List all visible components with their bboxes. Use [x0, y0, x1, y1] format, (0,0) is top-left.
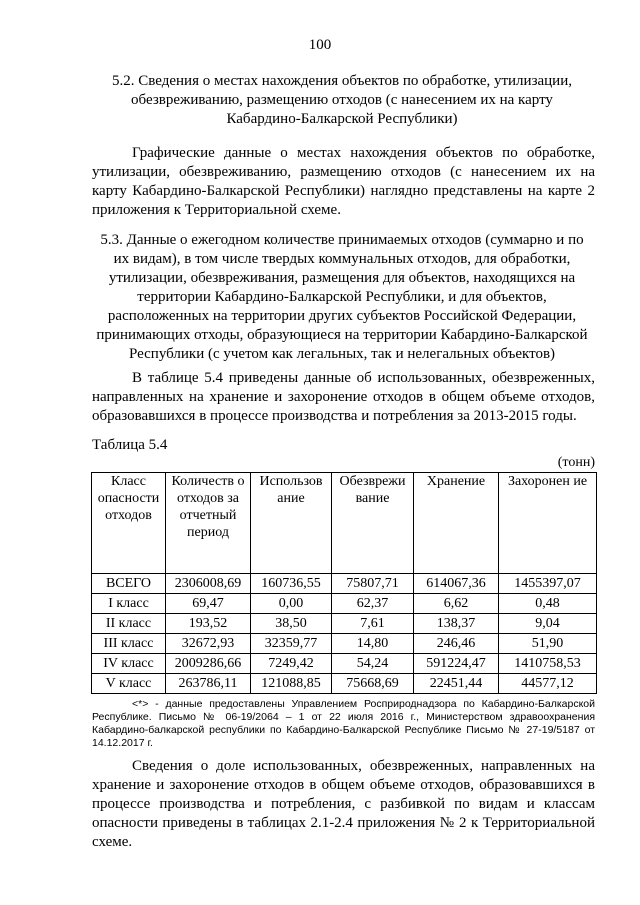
heading-line: 5.2. Сведения о местах нахождения объектов по обработке, утилизации,	[112, 73, 572, 89]
table-cell: 44577,12	[499, 674, 597, 694]
table-cell: 7249,42	[251, 654, 332, 674]
table-cell: 32359,77	[251, 634, 332, 654]
table-cell: 75668,69	[332, 674, 414, 694]
closing-paragraph: Сведения о доле использованных, обезвреженных, направленных на хранение и захоронение отходов в общем объеме отходов, образовавшихся в процессе производства и потребления, с разбивкой по видам и классам опасности приведены в таблицах 2.1-2.4 приложения № 2 к Территориальной схеме.	[92, 758, 595, 850]
heading-line: принимающих отходы, образующиеся на территории Кабардино-Балкарской	[96, 327, 588, 343]
table-cell: 38,50	[251, 614, 332, 634]
table-header-row	[92, 473, 597, 574]
table-cell: 22451,44	[414, 674, 499, 694]
table-cell: 1455397,07	[499, 574, 597, 594]
table-row	[92, 574, 597, 594]
table-cell: 0,00	[251, 594, 332, 614]
table-cell: 160736,55	[251, 574, 332, 594]
table-cell: 9,04	[499, 614, 597, 634]
heading-line: 5.3. Данные о ежегодном количестве принимаемых отходов (суммарно и по	[100, 232, 584, 248]
table-cell: 2009286,66	[166, 654, 251, 674]
col-usage: Использов ание	[251, 473, 332, 574]
waste-table	[91, 472, 597, 694]
table-cell: V класс	[92, 674, 166, 694]
table-footnote: <*> - данные предоставлены Управлением Росприроднадзора по Кабардино-Балкарской Республике. Письмо № 06-19/2064 – 1 от 22 июля 2016 г., Министерством здравоохранения Кабардино-балкарской республики по Кабардино-Балкарской Республике Письмо № 27-19/5187 от 14.12.2017 г.	[92, 698, 595, 749]
table-row	[92, 674, 597, 694]
table-cell: 6,62	[414, 594, 499, 614]
section-5-2-paragraph: Графические данные о местах нахождения объектов по обработке, утилизации, обезвреживанию, размещению отходов (с нанесением их на карту Кабардино-Балкарской Республики) наглядно представлены на карте 2 приложения к Территориальной схеме.	[92, 145, 595, 218]
col-amount: Количеств о отходов за отчетный период	[166, 473, 251, 574]
table-cell: 54,24	[332, 654, 414, 674]
table-cell: 0,48	[499, 594, 597, 614]
table-cell: 75807,71	[332, 574, 414, 594]
table-row	[92, 634, 597, 654]
table-cell: I класс	[92, 594, 166, 614]
table-cell: 121088,85	[251, 674, 332, 694]
table-row	[92, 614, 597, 634]
section-5-2-heading	[92, 72, 592, 129]
table-units: (тонн)	[557, 455, 595, 470]
heading-line: Республики (с учетом как легальных, так и нелегальных объектов)	[128, 346, 556, 362]
table-cell: 1410758,53	[499, 654, 597, 674]
table-cell: 51,90	[499, 634, 597, 654]
table-cell: 32672,93	[166, 634, 251, 654]
table-cell: 246,46	[414, 634, 499, 654]
col-hazard-class: Класс опасности отходов	[92, 473, 166, 574]
table-cell: IV класс	[92, 654, 166, 674]
section-5-3-paragraph: В таблице 5.4 приведены данные об использованных, обезвреженных, направленных на хранение и захоронение отходов в общем объеме отходов, образовавшихся в процессе производства и потребления за 2013-2015 годы.	[92, 370, 595, 424]
col-burial: Захоронен ие	[499, 473, 597, 574]
table-row	[92, 654, 597, 674]
table-cell: 591224,47	[414, 654, 499, 674]
table-cell: 7,61	[332, 614, 414, 634]
table-cell: III класс	[92, 634, 166, 654]
table-cell: II класс	[92, 614, 166, 634]
table-caption: Таблица 5.4	[92, 437, 168, 453]
heading-line: расположенных на территории других субъектов Российской Федерации,	[107, 308, 577, 324]
table-cell: 62,37	[332, 594, 414, 614]
table-cell: 69,47	[166, 594, 251, 614]
section-5-3-heading	[92, 231, 592, 364]
col-neutralization: Обезврежи вание	[332, 473, 414, 574]
table-cell: 2306008,69	[166, 574, 251, 594]
table-cell: 138,37	[414, 614, 499, 634]
table-cell: ВСЕГО	[92, 574, 166, 594]
table-row	[92, 594, 597, 614]
page-number: 100	[308, 37, 332, 53]
table-cell: 614067,36	[414, 574, 499, 594]
heading-line: обезвреживанию, размещению отходов (с нанесением их на карту	[131, 92, 553, 108]
col-storage: Хранение	[414, 473, 499, 574]
heading-line: Кабардино-Балкарской Республики)	[226, 111, 458, 127]
heading-line: их видам), в том числе твердых коммунальных отходов, для обработки,	[113, 251, 571, 267]
table-cell: 14,80	[332, 634, 414, 654]
heading-line: территории Кабардино-Балкарской Республики, и для объектов,	[137, 289, 547, 305]
heading-line: утилизации, обезвреживания, размещения для объектов, находящихся на	[108, 270, 576, 286]
table-cell: 193,52	[166, 614, 251, 634]
table-cell: 263786,11	[166, 674, 251, 694]
